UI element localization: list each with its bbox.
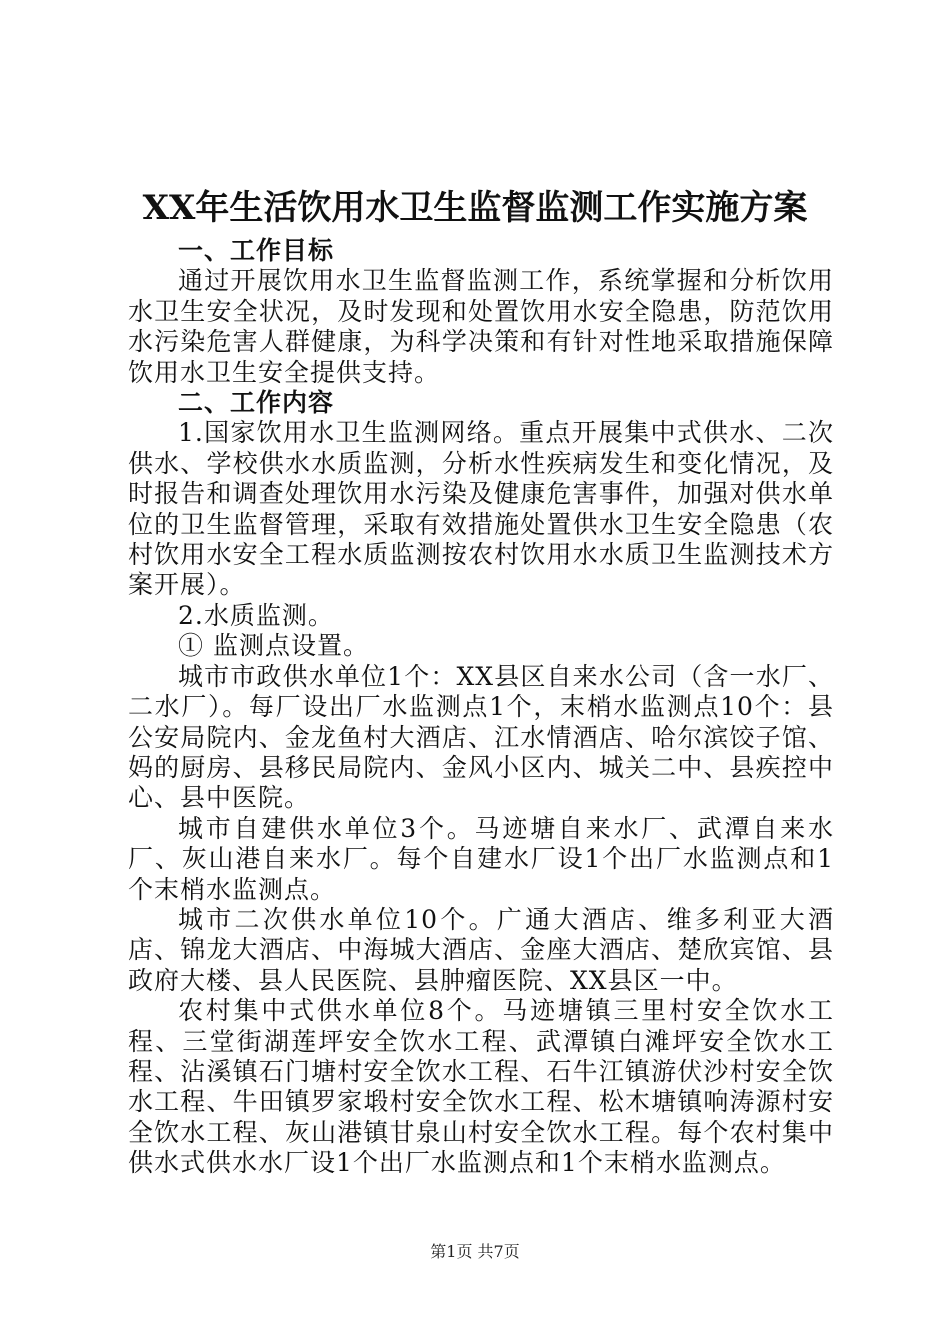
- document-body: [128, 236, 834, 1179]
- paragraph-municipal-supply: 城市市政供水单位1个：XX县区自来水公司（含一水厂、二水厂）。每厂设出厂水监测点1个，末梢水监测点10个：县公安局院内、金龙鱼村大酒店、江水情酒店、哈尔滨饺子馆、妈的厨房、县移民局院内、金风小区内、城关二中、县疾控中心、县中医院。: [128, 661, 834, 813]
- document-title: XX年生活饮用水卫生监督监测工作实施方案: [142, 188, 808, 228]
- paragraph-monitoring-points: ① 监测点设置。: [178, 631, 369, 661]
- paragraph-water-quality: 2.水质监测。: [178, 600, 334, 630]
- page-footer: 第1页 共7页: [430, 1242, 520, 1261]
- paragraph-self-built-supply: 城市自建供水单位3个。马迹塘自来水厂、武潭自来水厂、灰山港自来水厂。每个自建水厂设1个出厂水监测点和1个末梢水监测点。: [128, 813, 834, 904]
- paragraph-monitoring-network: 1.国家饮用水卫生监测网络。重点开展集中式供水、二次供水、学校供水水质监测，分析水性疾病发生和变化情况，及时报告和调查处理饮用水污染及健康危害事件，加强对供水单位的卫生监督管理，采取有效措施处置供水卫生安全隐患（农村饮用水安全工程水质监测按农村饮用水水质卫生监测技术方案开展）。: [128, 418, 834, 600]
- paragraph-rural-supply: 农村集中式供水单位8个。马迹塘镇三里村安全饮水工程、三堂街湖莲坪安全饮水工程、武潭镇白滩坪安全饮水工程、沾溪镇石门塘村安全饮水工程、石牛江镇游伏沙村安全饮水工程、牛田镇罗家塅村安全饮水工程、松木塘镇响涛源村安全饮水工程、灰山港镇甘泉山村安全饮水工程。每个农村集中供水式供水水厂设1个出厂水监测点和1个末梢水监测点。: [128, 996, 834, 1178]
- paragraph-secondary-supply: 城市二次供水单位10个。广通大酒店、维多利亚大酒店、锦龙大酒店、中海城大酒店、金座大酒店、楚欣宾馆、县政府大楼、县人民医院、县肿瘤医院、XX县区一中。: [128, 904, 834, 995]
- section-heading-goals: 一、工作目标: [178, 236, 335, 265]
- section-heading-content: 二、工作内容: [178, 388, 335, 418]
- paragraph-goals: 通过开展饮用水卫生监督监测工作，系统掌握和分析饮用水卫生安全状况，及时发现和处置饮用水安全隐患，防范饮用水污染危害人群健康，为科学决策和有针对性地采取措施保障饮用水卫生安全提供支持。: [128, 266, 834, 387]
